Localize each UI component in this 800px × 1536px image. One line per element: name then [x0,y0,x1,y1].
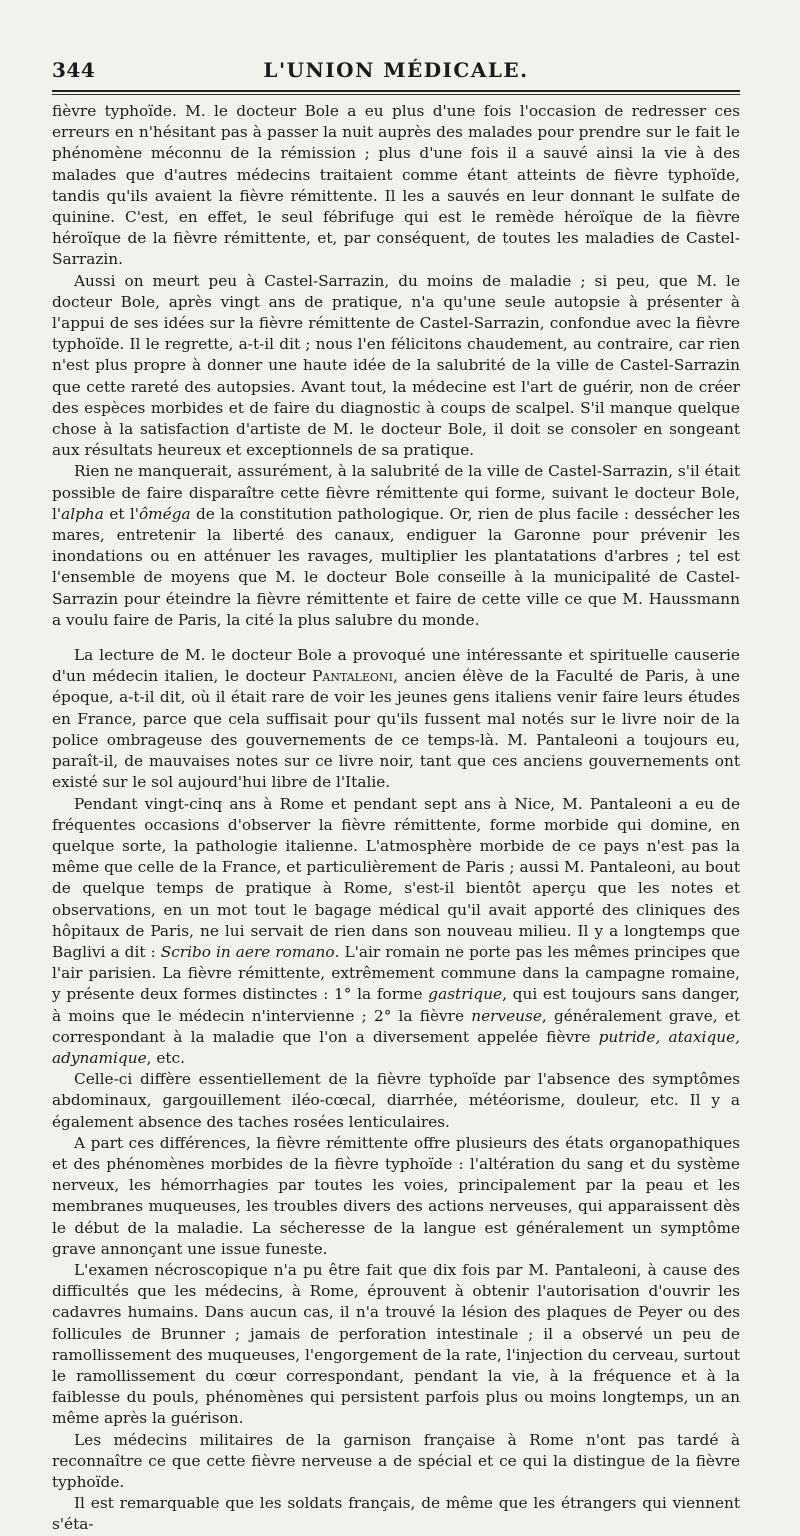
header-rule-thin [52,94,740,95]
paragraph: L'examen nécroscopique n'a pu être fait que dix fois par M. Pantaleoni, à cause des difficultés que les médecins, à Rome, éprouvent à obtenir l'autorisation d'ouvrir les cadavres humains. Dans aucun cas, il n'a trouvé la lésion des plaques de Peyer ou des follicules de Brunner ; jamais de perforation intestinale ; il a observé un peu de ramollissement des muqueuses, l'engorgement de la rate, l'injection du cerveau, surtout le ramollissement du cœur correspondant, pendant la vie, à la fréquence et à la faiblesse du pouls, phénomènes qui persistent parfois plus ou moins longtemps, un an même après la guérison. [52,1260,740,1428]
paragraph: Pendant vingt-cinq ans à Rome et pendant sept ans à Nice, M. Pantaleoni a eu de fréquentes occasions d'observer la fièvre rémittente, forme morbide qui domine, en quelque sorte, la pathologie italienne. L'atmosphère morbide de ce pays n'est pas la même que celle de la France, et particulièrement de Paris ; aussi M. Pantaleoni, au bout de quelque temps de pratique à Rome, s'est-il bientôt aperçu que les notes et observations, en un mot tout le bagage médical qu'il avait apporté des cliniques des hôpitaux de Paris, ne lui servait de rien dans son nouveau milieu. Il y a longtemps que Baglivi a dit : Scribo in aere romano. L'air romain ne porte pas les mêmes principes que l'air parisien. La fièvre rémittente, extrêmement commune dans la campagne romaine, y présente deux formes distinctes : 1° la forme gastrique, qui est toujours sans danger, à moins que le médecin n'intervienne ; 2° la fièvre nerveuse, généralement grave, et correspondant à la maladie que l'on a diversement appelée fièvre putride, ataxique, adynamique, etc. [52,794,741,1067]
paragraph: Il est remarquable que les soldats français, de même que les étrangers qui viennent s'éta- [52,1494,740,1534]
paragraph: Aussi on meurt peu à Castel-Sarrazin, du moins de maladie ; si peu, que M. le docteur Bole, après vingt ans de pratique, n'a qu'une seule autopsie à présenter à l'appui de ses idées sur la fièvre rémittente de Castel-Sarrazin, confondue avec la fièvre typhoïde. Il le regrette, a-t-il dit ; nous l'en félicitons chaudement, au contraire, car rien n'est plus propre à donner une haute idée de la salubrité de la ville de Castel-Sarrazin que cette rareté des autopsies. Avant tout, la médecine est l'art de guérir, non de créer des espèces morbides et de faire du diagnostic à coups de scalpel. S'il manque quelque chose à la satisfaction d'artiste de M. le docteur Bole, il doit se consoler en songeant aux résultats heureux et exceptionnels de sa pratique. [52,271,740,460]
header-rule [52,90,740,92]
paragraph: fièvre typhoïde. M. le docteur Bole a eu plus d'une fois l'occasion de redresser ces erreurs en n'hésitant pas à passer la nuit auprès des malades pour prendre sur le fait le phénomène méconnu de la rémission ; plus d'une fois il a sauvé ainsi la vie à des malades que d'autres médecins traitaient comme étant atteints de fièvre typhoïde, tandis qu'ils avaient la fièvre rémittente. Il les a sauvés en leur donnant le sulfate de quinine. C'est, en effet, le seul fébrifuge qui est le remède héroïque de la fièvre héroïque de la fièvre rémittente, et, par conséquent, de toutes les maladies de Castel-Sarrazin. [52,102,740,269]
author-name: Pantaleoni [312,667,394,686]
italic-term: putride, ataxique, adynamique [52,1027,741,1067]
paragraph: Celle-ci diffère essentiellement de la fièvre typhoïde par l'absence des symptômes abdominaux, gargouillement iléo-cœcal, diarrhée, météorisme, douleur, etc. Il y a également absence des taches rosées lenticulaires. [52,1070,740,1131]
paragraph: La lecture de M. le docteur Bole a provoqué une intéressante et spirituelle causerie d'un médecin italien, le docteur Pantaleoni, ancien élève de la Faculté de Paris, à une époque, a-t-il dit, où il était rare de voir les jeunes gens italiens venir faire leurs études en France, parce que cela suffisait pour qu'ils fussent mal notés sur le livre noir de la police ombrageuse des gouvernements de ce temps-là. M. Pantaleoni a toujours eu, paraît-il, de mauvaises notes sur ce livre noir, tant que ces anciens gouvernements ont existé sur le sol aujourd'hui libre de l'Italie. [52,646,740,792]
italic-term: ôméga [138,504,191,523]
paragraph: Rien ne manquerait, assurément, à la salubrité de la ville de Castel-Sarrazin, s'il était possible de faire disparaître cette fièvre rémittente qui forme, suivant le docteur Bole, l'alpha et l'ôméga de la constitution pathologique. Or, rien de plus facile : dessécher les mares, entretenir la liberté des canaux, endiguer la Garonne pour prévenir les inondations ou en atténuer les ravages, multiplier les plantatations d'arbres ; tel est l'ensemble de moyens que M. le docteur Bole conseille à la municipalité de Castel-Sarrazin pour éteindre la fièvre rémittente et faire de cette ville ce que M. Haussmann a voulu faire de Paris, la cité la plus salubre du monde. [52,462,740,629]
paragraph: A part ces différences, la fièvre rémittente offre plusieurs des états organopathiques et des phénomènes morbides de la fièvre typhoïde : l'altération du sang et du système nerveux, les hémorrhagies par toutes les voies, principalement par la peau et les membranes muqueuses, les troubles divers des actions nerveuses, qui apparaissent dès le début de la maladie. La sécheresse de la langue est généralement un symptôme grave annonçant une issue funeste. [52,1133,740,1258]
journal-page [52,52,740,1536]
article-body [52,101,740,1536]
running-title: L'UNION MÉDICALE. [263,58,529,82]
paragraph: Les médecins militaires de la garnison française à Rome n'ont pas tardé à reconnaître ce que cette fièvre nerveuse a de spécial et ce qui la distingue de la fièvre typhoïde. [52,1430,740,1491]
italic-term: nerveuse [471,1006,542,1025]
page-number: 344 [52,58,96,82]
latin-quote: Scribo in aere romano [160,942,335,961]
italic-term: alpha [61,504,104,523]
page-header [52,52,740,86]
italic-term: gastrique [428,985,503,1004]
